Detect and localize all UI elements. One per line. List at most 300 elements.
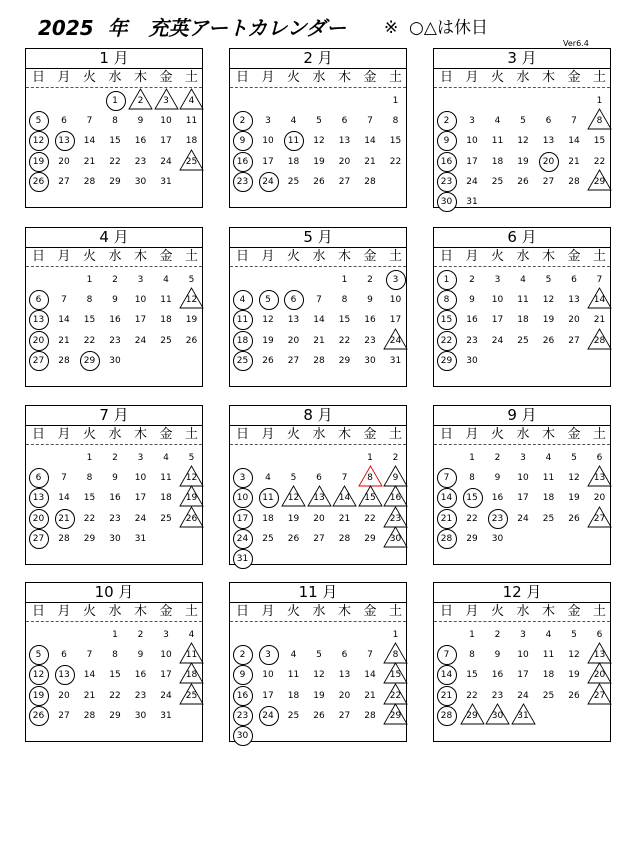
- day-number: 31: [466, 197, 478, 207]
- weekday-label: 土: [388, 427, 402, 442]
- day-number: 6: [571, 275, 577, 285]
- day-cell: [562, 645, 587, 665]
- day-number-circled: 27: [26, 351, 51, 371]
- day-cell: [460, 331, 485, 351]
- day-cell: [52, 468, 77, 488]
- weekday-label: 木: [337, 427, 351, 442]
- day-number: 13: [593, 650, 606, 661]
- day-number: 2: [469, 275, 475, 285]
- weekday-label: 水: [312, 70, 326, 85]
- day-cell: [179, 448, 204, 468]
- day-number: 28: [58, 533, 70, 544]
- day-number: 27: [593, 513, 606, 524]
- day-cell: [587, 509, 612, 529]
- day-number: 23: [466, 335, 478, 346]
- day-number: 4: [494, 116, 501, 127]
- day-number: 22: [109, 690, 121, 701]
- day-cell: [179, 331, 204, 351]
- day-number: 28: [83, 710, 96, 721]
- day-cell: [383, 686, 408, 706]
- day-cell: [281, 310, 306, 330]
- day-cell: [230, 529, 255, 549]
- day-number: 25: [262, 533, 274, 544]
- day-number: 22: [593, 156, 606, 167]
- day-number: 24: [517, 690, 529, 701]
- weekday-label: 日: [235, 427, 249, 442]
- day-number: 8: [86, 295, 93, 306]
- day-cell: [179, 310, 204, 330]
- day-number: 25: [160, 513, 172, 524]
- day-cell: [256, 488, 281, 508]
- day-cell: [103, 706, 128, 726]
- day-number: 11: [542, 650, 555, 661]
- day-number: 15: [466, 670, 478, 681]
- weekday-label: 金: [159, 604, 173, 619]
- day-number-circled: 19: [26, 686, 51, 706]
- day-number: 2: [392, 453, 399, 463]
- day-cell: [383, 706, 408, 726]
- day-cell: [536, 645, 561, 665]
- day-number-circled: 21: [52, 509, 77, 529]
- day-cell: [587, 468, 612, 488]
- day-number-circled: 11: [256, 488, 281, 508]
- day-cell: [154, 310, 179, 330]
- day-number-circled: 23: [230, 172, 255, 192]
- month-title: 7 月: [26, 406, 202, 426]
- day-number: 4: [163, 275, 169, 285]
- day-cell: [536, 270, 561, 290]
- day-cell: [128, 91, 153, 111]
- day-cell: [26, 310, 51, 330]
- day-cell: [52, 665, 77, 685]
- day-cell: [332, 131, 357, 151]
- day-cell: [587, 91, 612, 111]
- day-number-circled: 1: [103, 91, 128, 111]
- day-number: 29: [389, 710, 402, 721]
- day-cell: [52, 645, 77, 665]
- day-number: 17: [134, 493, 147, 504]
- day-cell: [103, 448, 128, 468]
- day-cell: [26, 488, 51, 508]
- day-number: 11: [160, 295, 172, 306]
- day-cell: [434, 172, 459, 192]
- day-number: 5: [188, 275, 195, 285]
- day-number: 10: [389, 295, 402, 306]
- weekday-label: 日: [439, 604, 453, 619]
- day-cell: [460, 448, 485, 468]
- day-number: 23: [364, 335, 376, 346]
- weekday-label: 金: [159, 70, 173, 85]
- day-cell: [383, 665, 408, 685]
- day-cell: [128, 706, 153, 726]
- day-number: 1: [469, 630, 475, 640]
- weekday-header: [26, 69, 202, 88]
- day-cell: [511, 488, 536, 508]
- day-number: 6: [545, 116, 552, 127]
- day-number: 17: [160, 136, 172, 147]
- day-cell: [511, 448, 536, 468]
- day-cell: [511, 111, 536, 131]
- day-cell: [485, 270, 510, 290]
- day-number: 26: [313, 176, 325, 187]
- day-number-circled: 12: [26, 665, 51, 685]
- weekday-label: 土: [184, 70, 198, 85]
- day-number: 15: [338, 315, 351, 326]
- day-number: 25: [491, 176, 504, 187]
- day-number: 17: [134, 315, 147, 326]
- day-cell: [52, 310, 77, 330]
- day-number: 3: [469, 116, 475, 127]
- day-number: 8: [112, 650, 118, 661]
- day-number: 30: [389, 533, 402, 544]
- day-cell: [434, 488, 459, 508]
- day-cell: [154, 331, 179, 351]
- day-number: 23: [109, 335, 121, 346]
- day-number: 23: [134, 156, 147, 167]
- day-cell: [256, 290, 281, 310]
- day-number: 14: [58, 315, 70, 326]
- day-cell: [154, 131, 179, 151]
- day-cell: [281, 111, 306, 131]
- day-number: 20: [338, 156, 351, 167]
- day-cell: [281, 331, 306, 351]
- day-number: 16: [109, 315, 121, 326]
- day-number: 24: [491, 335, 504, 346]
- day-number: 3: [163, 96, 169, 106]
- day-cell: [52, 488, 77, 508]
- day-cell: [511, 468, 536, 488]
- day-cell: [281, 665, 306, 685]
- day-number: 10: [160, 650, 172, 661]
- day-cell: [434, 686, 459, 706]
- day-cell: [77, 468, 102, 488]
- day-cell: [103, 529, 128, 549]
- day-number: 28: [364, 710, 376, 721]
- day-number: 16: [466, 315, 478, 326]
- weekday-label: 火: [82, 427, 96, 442]
- day-cell: [511, 625, 536, 645]
- day-cell: [128, 111, 153, 131]
- day-number: 26: [185, 335, 198, 346]
- day-cell: [179, 91, 204, 111]
- day-cell: [587, 131, 612, 151]
- day-cell: [332, 529, 357, 549]
- weekday-label: 月: [465, 427, 479, 442]
- day-number-circled: 24: [230, 529, 255, 549]
- day-number: 12: [568, 650, 580, 661]
- day-cell: [307, 172, 332, 192]
- day-cell: [103, 509, 128, 529]
- day-number: 1: [392, 96, 399, 106]
- day-number: 6: [596, 630, 603, 640]
- weekday-header: [230, 248, 406, 267]
- day-number: 25: [542, 513, 555, 524]
- day-number: 3: [494, 275, 501, 285]
- day-number: 18: [491, 156, 504, 167]
- weekday-label: 火: [82, 70, 96, 85]
- day-number-circled: 27: [26, 529, 51, 549]
- month-block: [433, 48, 611, 208]
- day-cell: [128, 488, 153, 508]
- day-number: 6: [341, 116, 348, 127]
- day-cell: [434, 509, 459, 529]
- weekday-label: 木: [133, 604, 147, 619]
- weekday-label: 金: [567, 604, 581, 619]
- day-number: 31: [517, 710, 529, 721]
- day-number: 30: [134, 710, 147, 721]
- month-block: [25, 227, 203, 387]
- day-number: 18: [287, 156, 300, 167]
- month-title: 2 月: [230, 49, 406, 69]
- day-cell: [562, 270, 587, 290]
- day-cell: [536, 152, 561, 172]
- day-cell: [383, 625, 408, 645]
- day-cell: [358, 310, 383, 330]
- day-number: 21: [568, 156, 580, 167]
- day-number: 15: [109, 136, 121, 147]
- day-number: 27: [338, 176, 351, 187]
- day-cell: [383, 645, 408, 665]
- day-cell: [460, 131, 485, 151]
- day-number: 2: [137, 630, 144, 640]
- weekday-label: 木: [541, 249, 555, 264]
- weekday-label: 木: [337, 70, 351, 85]
- day-cell: [460, 310, 485, 330]
- day-cell: [103, 152, 128, 172]
- day-cell: [332, 665, 357, 685]
- day-cell: [383, 111, 408, 131]
- day-cell: [460, 529, 485, 549]
- day-number: 24: [517, 513, 529, 524]
- day-number: 16: [491, 493, 504, 504]
- day-number-circled: 14: [434, 488, 459, 508]
- day-number: 24: [389, 335, 402, 346]
- day-cell: [307, 488, 332, 508]
- day-number: 19: [287, 513, 300, 524]
- day-number: 1: [86, 275, 93, 285]
- day-cell: [103, 290, 128, 310]
- day-number: 10: [134, 295, 147, 306]
- day-number: 26: [262, 355, 274, 366]
- day-cell: [562, 665, 587, 685]
- day-number: 24: [160, 690, 172, 701]
- weekday-label: 土: [592, 70, 606, 85]
- day-cell: [383, 468, 408, 488]
- day-number: 17: [160, 670, 172, 681]
- day-cell: [154, 448, 179, 468]
- day-cell: [256, 131, 281, 151]
- day-cell: [511, 331, 536, 351]
- day-cell: [256, 529, 281, 549]
- month-title: 10 月: [26, 583, 202, 603]
- day-number: 6: [341, 650, 348, 661]
- day-number-circled: 20: [26, 331, 51, 351]
- day-cell: [485, 625, 510, 645]
- day-cell: [485, 488, 510, 508]
- day-cell: [383, 290, 408, 310]
- day-cell: [587, 172, 612, 192]
- day-number: 10: [466, 136, 478, 147]
- day-number: 18: [185, 670, 198, 681]
- day-cell: [587, 152, 612, 172]
- day-cell: [536, 310, 561, 330]
- weekday-label: 水: [108, 427, 122, 442]
- day-number: 2: [137, 96, 144, 106]
- day-number-circled: 13: [26, 310, 51, 330]
- day-cell: [511, 270, 536, 290]
- weekday-label: 金: [363, 70, 377, 85]
- day-number: 25: [517, 335, 529, 346]
- day-number: 9: [367, 295, 373, 306]
- weekday-label: 金: [363, 604, 377, 619]
- day-cell: [383, 270, 408, 290]
- day-number: 20: [58, 156, 70, 167]
- day-cell: [485, 686, 510, 706]
- day-cell: [128, 665, 153, 685]
- day-cell: [256, 111, 281, 131]
- month-title: 8 月: [230, 406, 406, 426]
- weekday-header: [230, 603, 406, 622]
- day-number: 19: [542, 315, 555, 326]
- day-number-circled: 19: [26, 152, 51, 172]
- day-cell: [281, 468, 306, 488]
- day-number-circled: 6: [26, 290, 51, 310]
- day-number: 1: [112, 630, 118, 640]
- day-number: 14: [568, 136, 580, 147]
- day-cell: [128, 448, 153, 468]
- day-cell: [230, 706, 255, 726]
- day-number-circled: 4: [230, 290, 255, 310]
- day-number: 13: [313, 493, 325, 504]
- day-number: 11: [185, 650, 198, 661]
- month-block: [229, 48, 407, 208]
- day-cell: [460, 111, 485, 131]
- day-number-circled: 15: [434, 310, 459, 330]
- day-cell: [103, 645, 128, 665]
- day-number: 24: [160, 156, 172, 167]
- day-number: 21: [58, 335, 70, 346]
- day-cell: [77, 706, 102, 726]
- day-number: 20: [593, 493, 606, 504]
- day-cell: [230, 172, 255, 192]
- day-cell: [332, 645, 357, 665]
- day-cell: [460, 351, 485, 371]
- month-block: [229, 582, 407, 742]
- weekday-label: 金: [567, 70, 581, 85]
- day-cell: [485, 468, 510, 488]
- day-number: 30: [466, 355, 478, 366]
- day-number-circled: 23: [485, 509, 510, 529]
- weekday-label: 土: [184, 249, 198, 264]
- day-number: 8: [392, 650, 399, 661]
- day-cell: [434, 645, 459, 665]
- day-cell: [128, 172, 153, 192]
- day-cell: [562, 172, 587, 192]
- day-cell: [154, 706, 179, 726]
- day-cell: [485, 131, 510, 151]
- weekday-label: 水: [312, 604, 326, 619]
- day-number: 26: [287, 533, 300, 544]
- day-cell: [562, 310, 587, 330]
- day-cell: [256, 686, 281, 706]
- day-number: 9: [112, 295, 118, 306]
- day-cell: [307, 706, 332, 726]
- day-cell: [511, 290, 536, 310]
- day-cell: [179, 625, 204, 645]
- day-number: 11: [517, 295, 529, 306]
- weekday-label: 土: [592, 427, 606, 442]
- weekday-label: 月: [465, 604, 479, 619]
- weekday-label: 土: [388, 249, 402, 264]
- day-cell: [434, 706, 459, 726]
- day-number: 20: [313, 513, 325, 524]
- day-cell: [128, 131, 153, 151]
- day-cell: [230, 152, 255, 172]
- month-title: 1 月: [26, 49, 202, 69]
- day-number: 29: [83, 533, 96, 544]
- day-number-circled: 31: [230, 549, 255, 569]
- day-cell: [154, 509, 179, 529]
- day-number: 7: [571, 116, 577, 127]
- day-number: 27: [542, 176, 555, 187]
- day-number: 28: [568, 176, 580, 187]
- day-cell: [103, 665, 128, 685]
- weekday-label: 水: [516, 70, 530, 85]
- day-number: 22: [109, 156, 121, 167]
- day-number: 28: [313, 355, 325, 366]
- weekday-label: 月: [261, 70, 275, 85]
- day-cell: [26, 172, 51, 192]
- day-number: 5: [316, 116, 322, 127]
- day-number: 18: [517, 315, 529, 326]
- weekday-label: 月: [261, 604, 275, 619]
- day-cell: [460, 645, 485, 665]
- day-number: 13: [338, 136, 351, 147]
- day-cell: [230, 331, 255, 351]
- day-cell: [52, 509, 77, 529]
- day-number: 10: [262, 136, 274, 147]
- day-number: 5: [545, 275, 552, 285]
- day-number: 9: [112, 473, 118, 484]
- day-cell: [434, 290, 459, 310]
- day-number: 28: [58, 355, 70, 366]
- day-number: 27: [58, 176, 70, 187]
- day-number: 21: [364, 156, 376, 167]
- day-number: 8: [86, 473, 93, 484]
- day-number-circled: 7: [434, 645, 459, 665]
- day-cell: [26, 111, 51, 131]
- day-cell: [358, 468, 383, 488]
- day-cell: [179, 270, 204, 290]
- day-cell: [281, 131, 306, 151]
- day-cell: [281, 645, 306, 665]
- month-block: [229, 405, 407, 565]
- day-cell: [128, 529, 153, 549]
- day-cell: [52, 172, 77, 192]
- day-cell: [536, 290, 561, 310]
- day-number: 7: [367, 116, 373, 127]
- day-number: 9: [494, 650, 501, 661]
- day-number: 7: [367, 650, 373, 661]
- day-number: 18: [287, 690, 300, 701]
- weekday-label: 金: [159, 249, 173, 264]
- day-number: 21: [313, 335, 325, 346]
- day-cell: [562, 625, 587, 645]
- day-cell: [230, 665, 255, 685]
- day-number: 4: [545, 453, 552, 463]
- day-cell: [460, 172, 485, 192]
- day-cell: [307, 111, 332, 131]
